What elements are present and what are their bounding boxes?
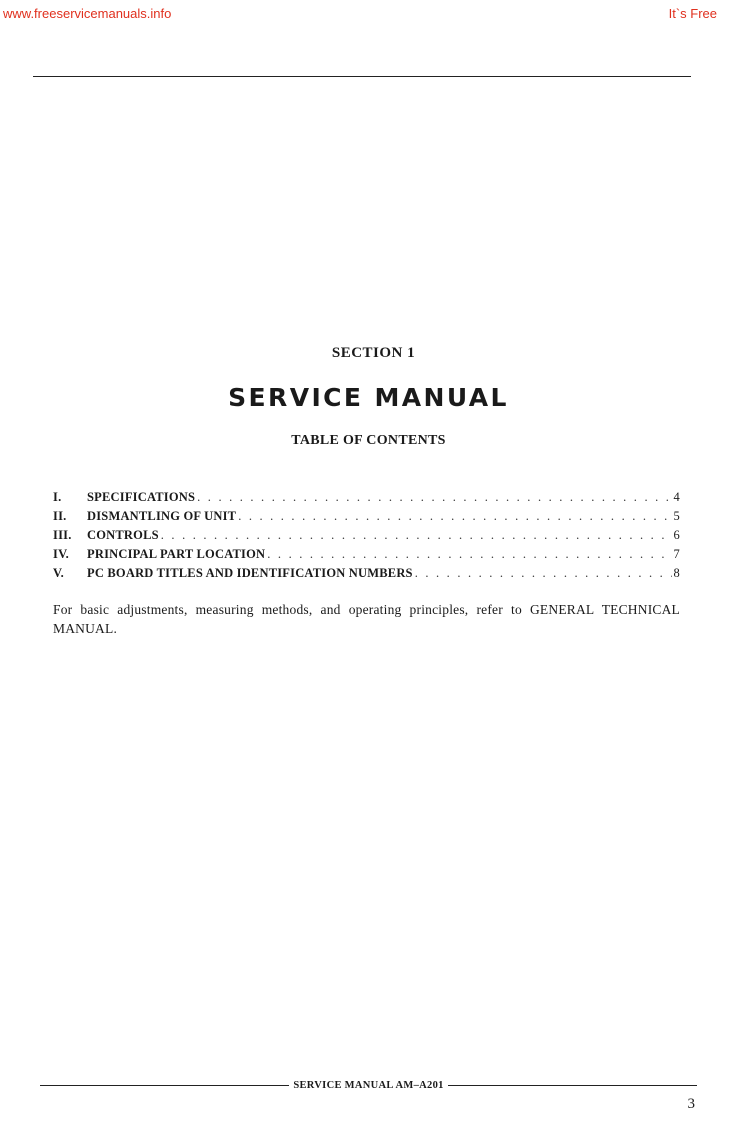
toc-page-number: 5	[673, 509, 680, 523]
reference-note: For basic adjustments, measuring methods, and operating principles, refer to GENERAL TECHNICAL MANUAL.	[53, 602, 680, 636]
toc-number: II.	[53, 509, 67, 523]
toc-title: PC BOARD TITLES AND IDENTIFICATION NUMBERS	[87, 566, 413, 580]
footer-rule-left	[40, 1085, 289, 1086]
toc-page-number: 6	[673, 528, 680, 542]
toc-title: CONTROLS	[87, 528, 159, 542]
footer-rule-right	[448, 1085, 697, 1086]
toc-title: SPECIFICATIONS	[87, 490, 196, 504]
toc-number: V.	[53, 566, 64, 580]
toc-number: III.	[53, 528, 72, 542]
footer	[40, 1080, 697, 1091]
table-of-contents	[53, 490, 680, 585]
toc-leader	[161, 528, 672, 543]
toc-entry-dismantling[interactable]	[53, 509, 680, 528]
page-number: 3	[687, 1096, 695, 1112]
toc-leader	[267, 547, 671, 562]
toc-number: IV.	[53, 547, 70, 561]
toc-entry-specifications[interactable]	[53, 490, 680, 509]
free-link[interactable]: It`s Free	[668, 6, 717, 21]
toc-page-number: 7	[673, 547, 680, 561]
toc-entry-controls[interactable]	[53, 528, 680, 547]
toc-page-number: 4	[673, 490, 680, 504]
section-label: SECTION 1	[331, 345, 416, 361]
toc-number: I.	[53, 490, 62, 504]
toc-leader	[415, 566, 672, 581]
site-link[interactable]: www.freeservicemanuals.info	[3, 6, 172, 21]
toc-entry-part-location[interactable]	[53, 547, 680, 566]
toc-leader	[238, 509, 671, 524]
toc-page-number: 8	[673, 566, 680, 580]
toc-title: PRINCIPAL PART LOCATION	[87, 547, 266, 561]
toc-leader	[197, 490, 671, 505]
toc-title: DISMANTLING OF UNIT	[87, 509, 237, 523]
footer-label: SERVICE MANUAL AM–A201	[293, 1080, 444, 1091]
page-title: SERVICE MANUAL	[228, 383, 509, 412]
toc-heading: TABLE OF CONTENTS	[291, 433, 446, 448]
top-divider	[33, 76, 691, 77]
toc-entry-pc-board[interactable]	[53, 566, 680, 585]
